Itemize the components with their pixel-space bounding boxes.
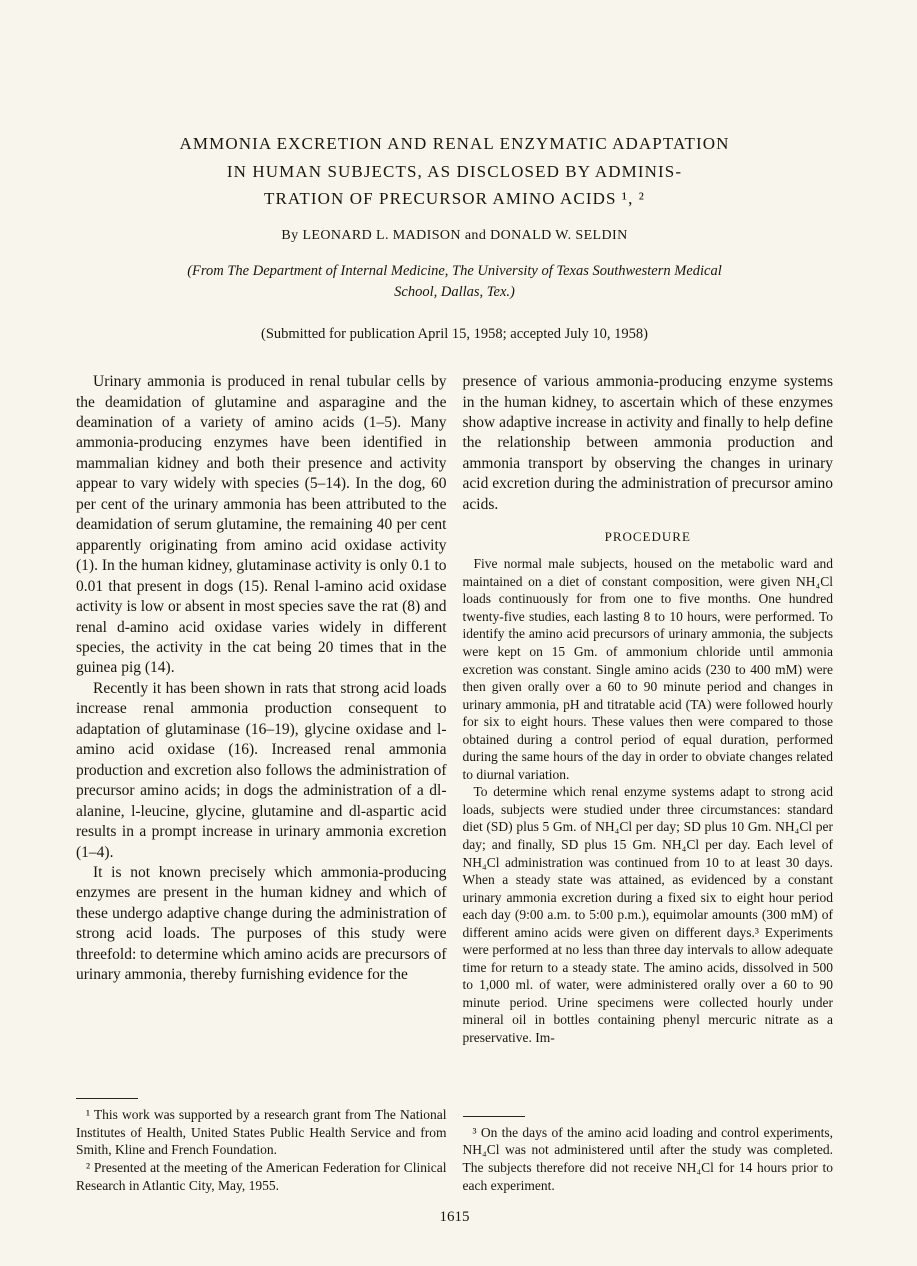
footnote-rule <box>76 1098 138 1099</box>
title-line-1: AMMONIA EXCRETION AND RENAL ENZYMATIC ADAPTATION <box>179 134 730 153</box>
affiliation-line-2: School, Dallas, Tex.) <box>394 284 515 301</box>
footnote-1: ¹ This work was supported by a research grant from The National Institutes of Health, United States Public Health Service and from Smith, Kline and French Foundation. <box>76 1107 447 1158</box>
paragraph: It is not known precisely which ammonia-producing enzymes are present in the human kidney and which of these undergo adaptive change during the administration of strong acid loads. The purposes of this study were threefold: to determine which amino acids are precursors of urinary ammonia, thereby furnishing evidence for the <box>76 863 447 984</box>
left-column <box>76 372 447 1194</box>
affiliation <box>76 261 833 305</box>
footnote-3: ³ On the days of the amino acid loading and control experiments, NH₄Cl was not administered until after the study was completed. The subjects therefore did not receive NH₄Cl for 14 hours prior to each experiment. <box>462 1124 833 1193</box>
paragraph: Urinary ammonia is produced in renal tubular cells by the deamidation of glutamine and asparagine and the deamination of a variety of amino acids (1–5). Many ammonia-producing enzymes have been identified in mammalian kidney and both their presence and activity appear to vary widely with species (5–14). In the dog, 60 per cent of the urinary ammonia has been attributed to the deamidation of serum glutamine, the remaining 40 per cent apparently originating from amino acid oxidase activity (1). In the human kidney, glutaminase activity is only 0.1 to 0.01 that present in dogs (15). Renal l-amino acid oxidase activity is low or absent in most species save the rat (8) and renal d-amino acid oxidase varies widely in different species, the activity in the cat being 20 times that in the guinea pig (14). <box>76 373 447 677</box>
page-number: 1615 <box>439 1209 470 1226</box>
two-column-body <box>76 372 833 1194</box>
left-footnotes <box>76 1082 447 1194</box>
title-line-3: TRATION OF PRECURSOR AMINO ACIDS ¹, ² <box>263 189 646 209</box>
article-header <box>76 130 833 343</box>
right-column <box>463 372 834 1194</box>
paragraph: Five normal male subjects, housed on the metabolic ward and maintained on a diet of constant composition, were given NH₄Cl loads continuously for from one to five months. One hundred twenty-five studies, each lasting 8 to 10 hours, were performed. To identify the amino acid precursors of urinary ammonia, the subjects were kept on 15 Gm. of ammonium chloride until ammonia excretion was constant. Single amino acids (230 to 400 mM) were then given orally over a 60 to 90 minute period and changes in urinary ammonia, pH and titratable acid (TA) were followed hourly for six to eight hours. These values then were compared to those obtained during a control period of equal duration, performed during the same hours of the day in order to obviate changes related to diurnal variation. <box>462 556 833 782</box>
paragraph: Recently it has been shown in rats that strong acid loads increase renal ammonia production consequent to adaptation of glutaminase (16–19), glycine oxidase and l-amino acid oxidase (16). Increased renal ammonia production and excretion also follows the administration of precursor amino acids; in dogs the administration of a dl-alanine, l-leucine, glycine, glutamine and dl-aspartic acid results in a prompt increase in urinary ammonia excretion (1–4). <box>76 679 447 861</box>
byline: By LEONARD L. MADISON and DONALD W. SELDIN <box>281 227 628 243</box>
paragraph: To determine which renal enzyme systems adapt to strong acid loads, subjects were studied under three circumstances: standard diet (SD) plus 5 Gm. of NH₄Cl per day; SD plus 10 Gm. NH₄Cl per day; and finally, SD plus 15 Gm. NH₄Cl per day. Each level of NH₄Cl administration was continued from 10 to at least 30 days. When a steady state was attained, as evidenced by a constant urinary ammonia excretion during a fixed six to eight hour period each day (9:00 a.m. to 5:00 p.m.), equimolar amounts (300 mM) of different amino acids were given on different days.³ Experiments were performed at no less than three day intervals to allow adequate time for return to a steady state. The amino acids, dissolved in 500 to 1,000 ml. of water, were administered orally over a 60 to 90 minute period. Urine specimens were collected hourly under mineral oil in bottles containing phenyl mercuric nitrate as a preservative. Im- <box>462 784 833 1046</box>
affiliation-line-1: (From The Department of Internal Medicine, The University of Texas Southwestern Medical <box>187 262 722 279</box>
continuation-paragraph: presence of various ammonia-producing enzyme systems in the human kidney, to ascertain which of these enzymes show adaptive increase in activity and finally to help define the relationship between ammonia production and ammonia transport by observing the changes in urinary acid excretion during the administration of precursor amino acids. <box>462 373 833 513</box>
footnote-rule <box>463 1116 525 1117</box>
section-heading-procedure: PROCEDURE <box>604 529 691 545</box>
article-title <box>76 130 833 213</box>
title-line-2: IN HUMAN SUBJECTS, AS DISCLOSED BY ADMINIS- <box>226 161 683 181</box>
right-footnotes <box>463 1100 834 1194</box>
footnote-2: ² Presented at the meeting of the American Federation for Clinical Research in Atlantic City, May, 1955. <box>76 1160 447 1193</box>
submission-note: (Submitted for publication April 15, 1958; accepted July 10, 1958) <box>260 326 648 343</box>
